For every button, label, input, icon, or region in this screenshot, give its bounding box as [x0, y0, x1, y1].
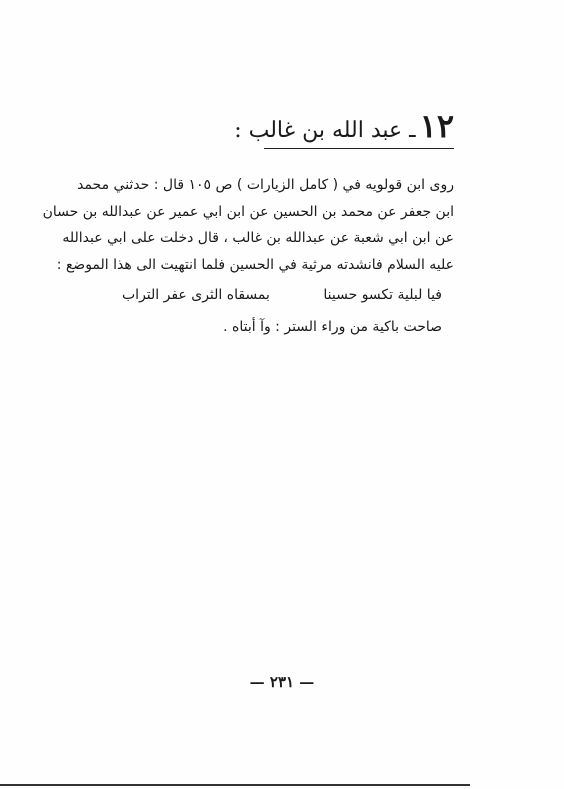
heading-underline	[264, 148, 454, 149]
page-number: — ٢٣١ —	[249, 673, 315, 691]
paragraph-line: ابن جعفر عن محمد بن الحسين عن ابن ابي عمير عن عبدالله بن حسان	[42, 203, 454, 220]
poem-verse	[122, 280, 442, 342]
section-number: ١٢	[419, 107, 454, 145]
narration-paragraph	[42, 172, 454, 278]
verse-second-hemistich: بمسقاه الثرى عفر التراب	[122, 287, 270, 303]
section-heading	[234, 106, 454, 151]
verse-line	[122, 280, 442, 310]
paragraph-line: عن ابن ابي شعبة عن عبدالله بن غالب ، قال دخلت على ابي عبدالله	[62, 230, 454, 246]
section-title: ـ عبد الله بن غالب :	[234, 118, 416, 143]
paragraph-line: عليه السلام فانشدته مرثية في الحسين فلما انتهيت الى هذا الموضع :	[56, 256, 454, 273]
verse-first-hemistich: فيا لبلية تكسو حسينا	[323, 287, 442, 303]
paragraph-line: روى ابن قولويه في ( كامل الزيارات ) ص ١٠٥ قال : حدثني محمد	[77, 177, 454, 193]
bottom-rule	[0, 784, 470, 786]
verse-following-line: صاحت باكية من وراء الستر : وآ أبتاه .	[223, 319, 442, 335]
